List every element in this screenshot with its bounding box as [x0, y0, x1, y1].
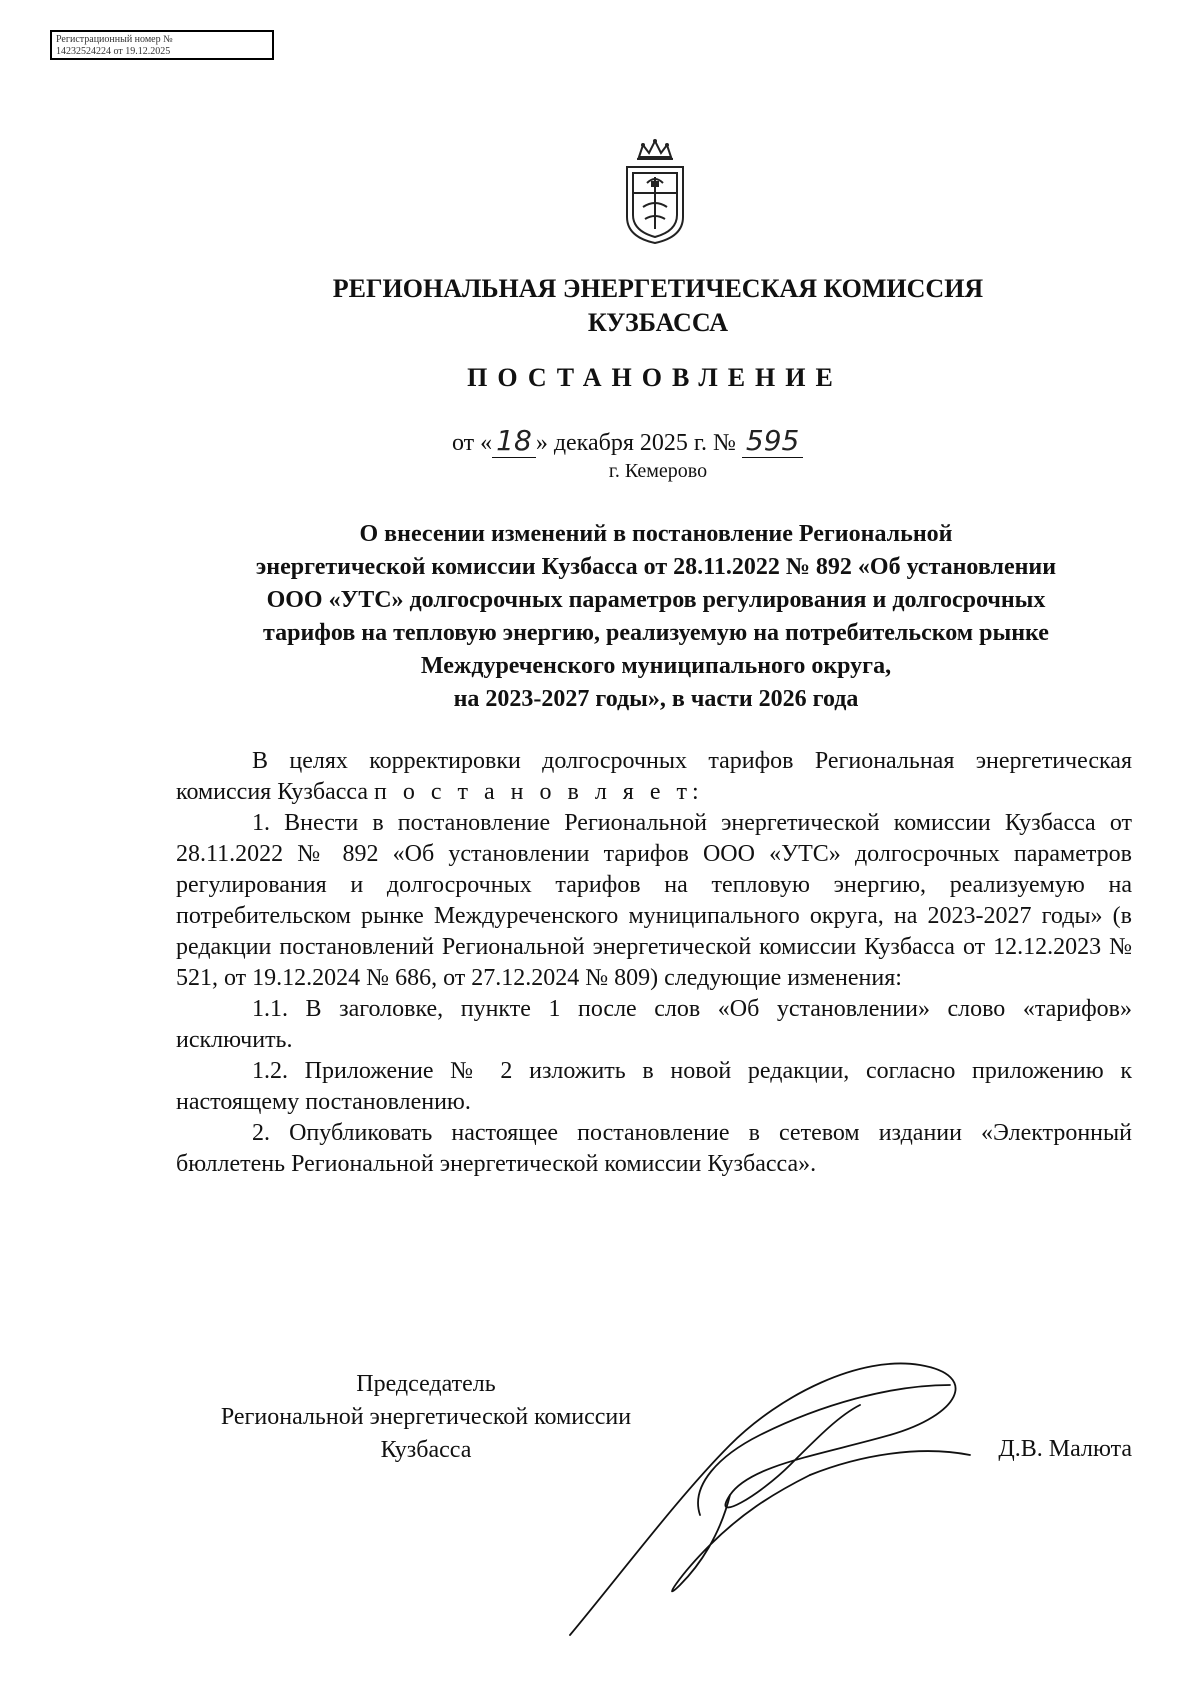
document-subject	[176, 518, 1136, 716]
signatory-name: Д.В. Малюта	[998, 1436, 1132, 1462]
registration-stamp	[50, 30, 274, 60]
paragraph-2: 2. Опубликовать настоящее постановление в сетевом издании «Электронный бюллетень Региональной энергетической комиссии Кузбасса».	[176, 1120, 1132, 1177]
body-intro	[176, 746, 1132, 808]
signatory-title-line1: Председатель	[356, 1371, 496, 1397]
subject-line: тарифов на тепловую энергию, реализуемую на потребительском рынке	[263, 620, 1049, 646]
body-intro-decree: п о с т а н о в л я е т:	[374, 779, 704, 805]
paragraph-1-1: 1.1. В заголовке, пункте 1 после слов «Об установлении» слово «тарифов» исключить.	[176, 996, 1132, 1053]
signatory-title-line2: Региональной энергетической комиссии	[220, 1404, 632, 1430]
date-line	[452, 424, 803, 458]
registration-number: 14232524224 от 19.12.2025	[56, 46, 171, 57]
date-day-handwritten: 18	[492, 424, 536, 458]
handwritten-signature	[560, 1345, 990, 1645]
date-prefix: от «	[452, 430, 493, 456]
subject-line: Междуреченского муниципального округа,	[420, 653, 892, 679]
document-number-handwritten: 595	[742, 424, 803, 458]
date-middle: » декабря 2025 г. №	[535, 430, 736, 456]
registration-label: Регистрационный номер №	[56, 34, 173, 45]
document-body	[176, 746, 1132, 1180]
subject-line: на 2023-2027 годы», в части 2026 года	[453, 686, 859, 712]
organization-title	[0, 272, 1200, 340]
subject-line: О внесении изменений в постановление Региональной	[359, 521, 953, 547]
body-intro-text: В целях корректировки долгосрочных тарифов Региональная энергетическая комиссия Кузбасса	[176, 748, 1132, 805]
coat-of-arms-icon	[617, 137, 693, 247]
signatory-title-line3: Кузбасса	[380, 1437, 472, 1463]
organization-title-line1: РЕГИОНАЛЬНАЯ ЭНЕРГЕТИЧЕСКАЯ КОМИССИЯ	[332, 274, 984, 303]
organization-title-line2: КУЗБАССА	[587, 308, 729, 337]
city: г. Кемерово	[608, 460, 708, 482]
paragraph-1: 1. Внести в постановление Региональной энергетической комиссии Кузбасса от 28.11.2022 № 892 «Об установлении тарифов ООО «УТС» долгосрочных параметров регулирования и долгосрочных тарифов на тепловую энергию, реализуемую на потребительском рынке Междуреченского муниципального округа, на 2023-2027 годы» (в редакции постановлений Региональной энергетической комиссии Кузбасса от 12.12.2023 № 521, от 19.12.2024 № 686, от 27.12.2024 № 809) следующие изменения:	[176, 810, 1132, 991]
subject-line: энергетической комиссии Кузбасса от 28.11.2022 № 892 «Об установлении	[255, 554, 1057, 580]
document-type: ПОСТАНОВЛЕНИЕ	[467, 363, 843, 392]
subject-line: ООО «УТС» долгосрочных параметров регулирования и долгосрочных	[266, 587, 1046, 613]
paragraph-1-2: 1.2. Приложение № 2 изложить в новой редакции, согласно приложению к настоящему постановлению.	[176, 1058, 1132, 1115]
